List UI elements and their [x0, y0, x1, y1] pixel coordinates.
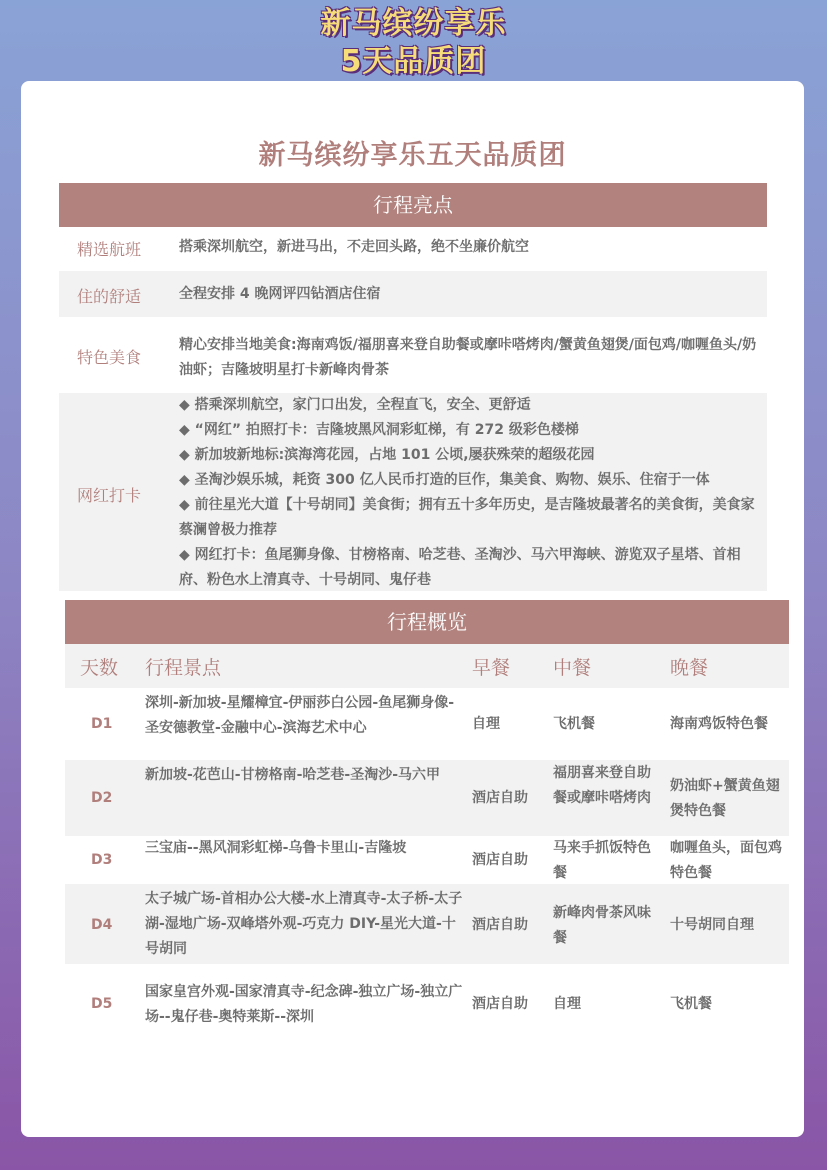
highlight-text: 精心安排当地美食:海南鸡饭/福朋喜来登自助餐或摩咔嗒烤肉/蟹黄鱼翅煲/面包鸡/咖喱鱼头/奶油虾；吉隆坡明星打卡新峰肉骨茶	[179, 337, 757, 378]
column-header: 行程景点	[145, 657, 222, 679]
route-cell: 深圳-新加坡-星耀樟宜-伊丽莎白公园-鱼尾狮身像-圣安德教堂-金融中心-滨海艺术中心	[145, 695, 455, 736]
column-header: 中餐	[553, 657, 592, 679]
route-cell: 国家皇宫外观-国家清真寺-纪念碑-独立广场-独立广场--鬼仔巷-奥特莱斯--深圳	[145, 984, 463, 1025]
highlights-heading: 行程亮点	[59, 183, 767, 227]
brand-logo	[0, 6, 827, 80]
day-cell: D5	[91, 996, 113, 1012]
dinner-cell: 咖喱鱼头，面包鸡特色餐	[670, 840, 782, 881]
lunch-cell: 飞机餐	[553, 716, 595, 732]
dinner-cell: 奶油虾+蟹黄鱼翅煲特色餐	[670, 778, 780, 819]
overview-heading: 行程概览	[65, 600, 789, 644]
lunch-cell: 马来手抓饭特色餐	[553, 840, 651, 881]
highlight-row-food	[59, 327, 767, 389]
breakfast-cell: 酒店自助	[472, 996, 528, 1012]
breakfast-cell: 酒店自助	[472, 917, 528, 933]
list-item: ◆ “网红” 拍照打卡：吉隆坡黑风洞彩虹梯，有 272 级彩色楼梯	[179, 422, 579, 438]
lunch-cell: 自理	[553, 996, 581, 1012]
list-item: ◆ 搭乘深圳航空，家门口出发，全程直飞，安全、更舒适	[179, 397, 531, 413]
dinner-cell: 十号胡同自理	[670, 917, 754, 933]
table-row	[65, 760, 789, 836]
table-row	[65, 884, 789, 964]
highlight-text: 全程安排 4 晚网评四钻酒店住宿	[179, 286, 381, 302]
route-cell: 太子城广场-首相办公大楼-水上清真寺-太子桥-太子湖-湿地广场-双峰塔外观-巧克力 DIY-星光大道-十号胡同	[145, 891, 463, 957]
day-cell: D2	[91, 790, 113, 806]
list-item: ◆ 圣淘沙娱乐城，耗资 300 亿人民币打造的巨作，集美食、购物、娱乐、住宿于一体	[179, 472, 710, 488]
highlight-label: 特色美食	[76, 348, 141, 367]
day-cell: D1	[91, 716, 113, 732]
list-item: ◆ 网红打卡：鱼尾狮身像、甘榜格南、哈芝巷、圣淘沙、马六甲海峡、游览双子星塔、首相府、粉色水上清真寺、十号胡同、鬼仔巷	[179, 547, 741, 588]
lunch-cell: 福朋喜来登自助餐或摩咔嗒烤肉	[553, 765, 651, 806]
dinner-cell: 飞机餐	[670, 996, 712, 1012]
itinerary-card	[21, 81, 804, 1137]
highlight-row-checkin	[59, 393, 767, 591]
breakfast-cell: 酒店自助	[472, 852, 528, 868]
column-header: 天数	[80, 657, 119, 679]
table-row	[65, 836, 789, 884]
column-header: 晚餐	[670, 657, 709, 679]
highlight-label: 网红打卡	[76, 486, 141, 505]
page-title: 新马缤纷享乐五天品质团	[258, 140, 567, 171]
breakfast-cell: 自理	[472, 716, 500, 732]
highlight-text: 搭乘深圳航空，新进马出，不走回头路，绝不坐廉价航空	[179, 239, 529, 255]
column-header: 早餐	[472, 657, 511, 679]
list-item: ◆ 新加坡新地标:滨海湾花园，占地 101 公顷,屡获殊荣的超级花园	[179, 447, 595, 463]
dinner-cell: 海南鸡饭特色餐	[670, 716, 768, 732]
highlight-row-flight	[59, 227, 767, 267]
list-item: ◆ 前往星光大道【十号胡同】美食街；拥有五十多年历史，是吉隆坡最著名的美食街，美食家蔡澜曾极力推荐	[179, 497, 755, 538]
day-cell: D3	[91, 852, 113, 868]
highlight-label: 精选航班	[76, 240, 141, 259]
logo-line-2: 5天品质团	[340, 44, 487, 79]
logo-line-1: 新马缤纷享乐	[320, 6, 507, 41]
route-cell: 新加坡-花芭山-甘榜格南-哈芝巷-圣淘沙-马六甲	[145, 767, 441, 783]
highlight-label: 住的舒适	[76, 287, 141, 306]
day-cell: D4	[91, 917, 113, 933]
highlight-checkin-list	[179, 393, 759, 593]
table-row	[65, 964, 789, 1042]
table-row	[65, 688, 789, 760]
breakfast-cell: 酒店自助	[472, 790, 528, 806]
table-header	[65, 644, 789, 688]
lunch-cell: 新峰肉骨茶风味餐	[553, 905, 651, 946]
highlight-row-hotel	[59, 271, 767, 317]
route-cell: 三宝庙--黑风洞彩虹梯-乌鲁卡里山-吉隆坡	[145, 840, 407, 856]
